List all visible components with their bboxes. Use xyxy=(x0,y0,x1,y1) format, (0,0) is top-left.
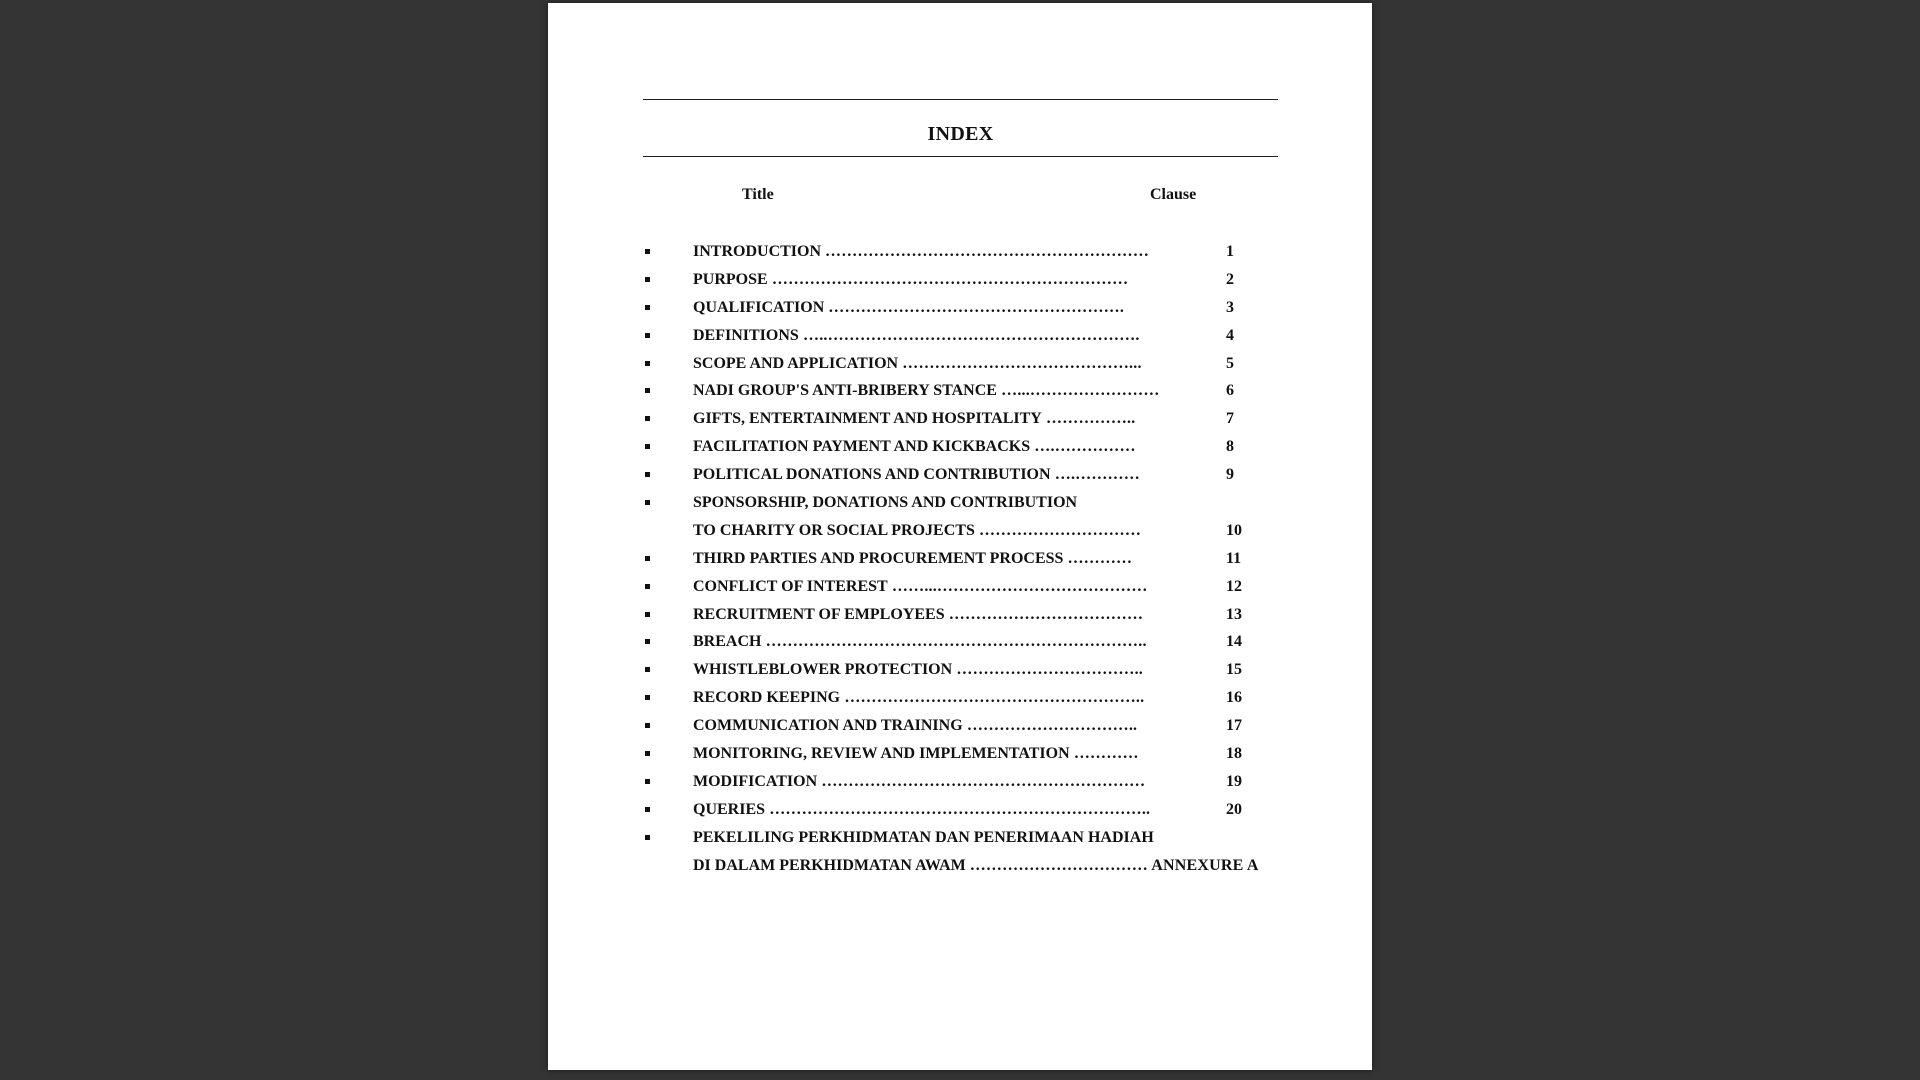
entry-clause-number: 10 xyxy=(1226,521,1242,539)
square-bullet-icon xyxy=(645,556,650,561)
entry-text xyxy=(693,241,1149,263)
index-entry xyxy=(548,855,1372,883)
entry-leader-dots: ….…………… xyxy=(1030,438,1136,456)
square-bullet-icon xyxy=(645,639,650,644)
index-entry xyxy=(548,576,1372,604)
square-bullet-icon xyxy=(645,835,650,840)
document-page xyxy=(548,3,1372,1070)
entry-text xyxy=(693,659,1143,681)
index-entry xyxy=(548,408,1372,436)
index-entry xyxy=(548,269,1372,297)
entry-text xyxy=(693,436,1136,458)
entry-label: MODIFICATION xyxy=(693,772,818,790)
entry-label: SPONSORSHIP, DONATIONS AND CONTRIBUTION xyxy=(693,494,1078,512)
index-entry xyxy=(548,520,1372,548)
entry-text xyxy=(693,269,1128,291)
entry-label: NADI GROUP'S ANTI-BRIBERY STANCE xyxy=(693,382,997,400)
index-entry xyxy=(548,604,1372,632)
entry-label: RECORD KEEPING xyxy=(693,689,841,707)
entry-leader-dots: …………………………………………………………….. xyxy=(765,800,1151,818)
index-entry xyxy=(548,548,1372,576)
square-bullet-icon xyxy=(645,695,650,700)
entry-clause-number: 16 xyxy=(1226,689,1242,707)
entry-label: INTRODUCTION xyxy=(693,243,826,260)
entry-leader-dots: ……………………………………………….. xyxy=(840,689,1145,707)
square-bullet-icon xyxy=(645,472,650,477)
entry-label: DI DALAM PERKHIDMATAN AWAM xyxy=(693,856,970,874)
square-bullet-icon xyxy=(645,807,650,812)
entry-clause-number: 18 xyxy=(1226,745,1242,763)
entry-leader-dots: ….………… xyxy=(1050,466,1140,484)
entry-label: WHISTLEBLOWER PROTECTION xyxy=(693,661,953,679)
entry-leader-dots: ………… xyxy=(1067,549,1133,567)
entry-leader-dots: ……...………………………………… xyxy=(887,577,1148,595)
top-rule xyxy=(643,99,1278,100)
index-entry xyxy=(548,771,1372,799)
entry-leader-dots: ………………………………………………. xyxy=(828,298,1125,316)
entry-leader-dots: ……………………………………... xyxy=(898,354,1142,372)
entry-clause-number: 7 xyxy=(1226,410,1234,428)
entry-leader-dots: …………………………………………………………….. xyxy=(761,633,1147,651)
entry-text xyxy=(693,827,1154,849)
entry-label: THIRD PARTIES AND PROCUREMENT PROCESS xyxy=(693,549,1068,567)
square-bullet-icon xyxy=(645,612,650,617)
index-entry xyxy=(548,492,1372,520)
square-bullet-icon xyxy=(645,333,650,338)
entry-leader-dots: ……………………………… xyxy=(944,605,1144,623)
entry-text xyxy=(693,548,1132,570)
entry-text xyxy=(693,576,1148,598)
square-bullet-icon xyxy=(645,751,650,756)
square-bullet-icon xyxy=(645,305,650,310)
entry-leader-dots: …………….. xyxy=(1041,410,1136,428)
index-entry xyxy=(548,743,1372,771)
entry-label: QUALIFICATION xyxy=(693,298,829,316)
entry-leader-dots: …...…………………… xyxy=(996,382,1160,400)
entry-label: RECRUITMENT OF EMPLOYEES xyxy=(693,605,945,623)
entry-leader-dots: ………………………….. xyxy=(962,717,1138,735)
square-bullet-icon xyxy=(645,723,650,728)
index-entry xyxy=(548,687,1372,715)
entry-text xyxy=(693,604,1143,626)
entry-label: POLITICAL DONATIONS AND CONTRIBUTION xyxy=(693,466,1051,484)
square-bullet-icon xyxy=(645,249,650,254)
entry-text xyxy=(693,715,1137,737)
square-bullet-icon xyxy=(645,500,650,505)
entry-clause-number: 1 xyxy=(1226,243,1234,260)
entry-label: CONFLICT OF INTEREST xyxy=(693,577,888,595)
entry-text xyxy=(693,297,1124,319)
entry-label: COMMUNICATION AND TRAINING xyxy=(693,717,963,735)
square-bullet-icon xyxy=(645,444,650,449)
entry-leader-dots: …………………………….. xyxy=(952,661,1143,679)
entry-clause-number: 3 xyxy=(1226,298,1234,316)
entry-label: MONITORING, REVIEW AND IMPLEMENTATION xyxy=(693,745,1070,763)
entry-text xyxy=(693,799,1150,821)
square-bullet-icon xyxy=(645,388,650,393)
entry-leader-dots: …………………………………………………… xyxy=(825,243,1150,260)
entry-clause-number: 8 xyxy=(1226,438,1234,456)
index-entry xyxy=(548,715,1372,743)
entry-text xyxy=(693,492,1077,514)
entry-leader-dots: …………………………………………………… xyxy=(817,772,1146,790)
entry-clause-number: 2 xyxy=(1226,270,1234,288)
square-bullet-icon xyxy=(645,584,650,589)
index-entry xyxy=(548,436,1372,464)
entry-text xyxy=(693,464,1140,486)
index-entry xyxy=(548,325,1372,353)
entry-clause-number: 15 xyxy=(1226,661,1242,679)
entry-clause-number: 19 xyxy=(1226,772,1242,790)
entry-label: QUERIES xyxy=(693,800,766,818)
bottom-rule xyxy=(643,156,1278,157)
entry-text xyxy=(693,408,1135,430)
entry-text xyxy=(693,631,1147,653)
index-entry xyxy=(548,799,1372,827)
index-entry xyxy=(548,353,1372,381)
entry-leader-dots: …………………………… ANNEXURE A xyxy=(969,856,1259,874)
entry-text xyxy=(693,325,1140,347)
entry-label: PURPOSE xyxy=(693,270,768,288)
entry-label: PEKELILING PERKHIDMATAN DAN PENERIMAAN HADIAH xyxy=(693,828,1154,846)
entry-text xyxy=(693,520,1141,542)
square-bullet-icon xyxy=(645,361,650,366)
title-column-header: Title xyxy=(742,186,774,203)
entry-clause-number: 5 xyxy=(1226,354,1234,372)
entry-leader-dots: …..…………………………………………………. xyxy=(798,326,1140,344)
entry-clause-number: 6 xyxy=(1226,382,1234,400)
index-entry xyxy=(548,297,1372,325)
entry-clause-number: 14 xyxy=(1226,633,1242,651)
entry-text xyxy=(693,380,1160,402)
entry-label: BREACH xyxy=(693,633,762,651)
entry-text xyxy=(693,771,1145,793)
entry-clause-number: 13 xyxy=(1226,605,1242,623)
square-bullet-icon xyxy=(645,416,650,421)
entry-leader-dots: ………… xyxy=(1069,745,1139,763)
index-entry xyxy=(548,631,1372,659)
entry-text xyxy=(693,743,1139,765)
entry-label: GIFTS, ENTERTAINMENT AND HOSPITALITY xyxy=(693,410,1042,428)
index-entry xyxy=(548,464,1372,492)
entry-clause-number: 4 xyxy=(1226,326,1234,344)
entry-label: FACILITATION PAYMENT AND KICKBACKS xyxy=(693,438,1031,456)
square-bullet-icon xyxy=(645,277,650,282)
entry-label: TO CHARITY OR SOCIAL PROJECTS xyxy=(693,521,975,539)
square-bullet-icon xyxy=(645,779,650,784)
entry-label: SCOPE AND APPLICATION xyxy=(693,354,899,372)
entry-text xyxy=(693,855,1259,877)
index-entry xyxy=(548,659,1372,687)
index-entry xyxy=(548,827,1372,855)
index-entries xyxy=(548,241,1372,882)
entry-clause-number: 20 xyxy=(1226,800,1242,818)
entry-label: DEFINITIONS xyxy=(693,326,799,344)
index-title: INDEX xyxy=(927,123,994,145)
index-entry xyxy=(548,241,1372,269)
entry-clause-number: 12 xyxy=(1226,577,1242,595)
entry-text xyxy=(693,687,1144,709)
entry-leader-dots: ………………………… xyxy=(974,521,1142,539)
entry-clause-number: 11 xyxy=(1226,549,1242,567)
entry-leader-dots: ………………………………………………………… xyxy=(767,270,1129,288)
entry-text xyxy=(693,353,1142,375)
entry-clause-number: 17 xyxy=(1226,717,1242,735)
square-bullet-icon xyxy=(645,667,650,672)
index-entry xyxy=(548,380,1372,408)
clause-column-header: Clause xyxy=(1150,186,1197,203)
entry-clause-number: 9 xyxy=(1226,466,1234,484)
